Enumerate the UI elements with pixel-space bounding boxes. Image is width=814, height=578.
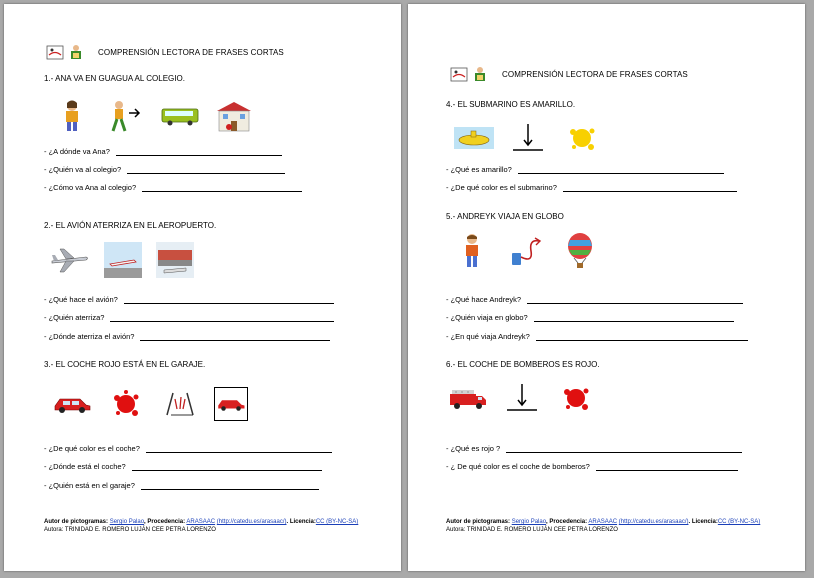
credits-footer <box>44 519 358 534</box>
answer-line[interactable] <box>596 462 738 471</box>
question-row <box>44 165 285 174</box>
bus-pictogram <box>160 98 200 134</box>
question-row <box>44 183 302 192</box>
question-row <box>446 165 724 174</box>
is-pictogram <box>502 380 542 416</box>
answer-line[interactable] <box>518 165 724 174</box>
travel-pictogram <box>506 233 546 269</box>
question-text: - ¿Qué es rojo ? <box>446 444 501 453</box>
section-title: 2.- EL AVIÓN ATERRIZA EN EL AEROPUERTO. <box>44 221 217 230</box>
catedu-link[interactable]: (http://catedu.es/arasaac/) <box>216 519 287 525</box>
pictogram-row <box>52 98 268 134</box>
question-text: - ¿Quién está en el garaje? <box>44 481 135 490</box>
answer-line[interactable] <box>124 295 334 304</box>
girl-pictogram <box>52 98 92 134</box>
question-row <box>446 313 734 322</box>
is-pictogram <box>508 120 548 156</box>
credits-line: Autor de pictogramas: Sergio Palao, Procedencia: ARASAAC (http://catedu.es/arasaac/). Licencia:CC (BY-NC-SA) <box>44 519 359 525</box>
answer-line[interactable] <box>110 313 334 322</box>
question-text: - ¿Qué hace el avión? <box>44 295 118 304</box>
section-title: 4.- EL SUBMARINO ES AMARILLO. <box>446 100 576 109</box>
license-link[interactable]: CC (BY-NC-SA) <box>315 519 359 525</box>
answer-line[interactable] <box>146 444 332 453</box>
pictogram-row <box>448 380 610 416</box>
red-splash-pictogram <box>106 386 146 422</box>
fire-truck-pictogram <box>448 380 488 416</box>
yellow-splash-pictogram <box>562 120 602 156</box>
question-text: - ¿Quién va al colegio? <box>44 165 122 174</box>
answer-line[interactable] <box>141 481 319 490</box>
arasaac-link[interactable]: ARASAAC <box>588 519 618 525</box>
answer-line[interactable] <box>536 332 748 341</box>
airplane-pictogram <box>50 242 90 278</box>
red-splash-pictogram <box>556 380 596 416</box>
boy-pictogram <box>452 233 492 269</box>
school-pictogram <box>214 98 254 134</box>
section-title: 6.- EL COCHE DE BOMBEROS ES ROJO. <box>446 360 600 369</box>
question-row <box>446 295 743 304</box>
question-row <box>44 147 282 156</box>
reading-logo-icon <box>46 44 64 60</box>
answer-line[interactable] <box>127 165 285 174</box>
section-title: 3.- EL COCHE ROJO ESTÁ EN EL GARAJE. <box>44 360 206 369</box>
authors-line: Autora: TRINIDAD E. ROMERO LUJÁN CEE PETRA LORENZO <box>44 526 216 533</box>
pictogram-row <box>452 233 614 269</box>
section-title: 5.- ANDREYK VIAJA EN GLOBO <box>446 212 564 221</box>
page-title: COMPRENSIÓN LECTORA DE FRASES CORTAS <box>502 69 688 79</box>
question-text: - ¿De qué color es el submarino? <box>446 183 557 192</box>
answer-line[interactable] <box>563 183 737 192</box>
answer-line[interactable] <box>506 444 742 453</box>
answer-line[interactable] <box>132 462 322 471</box>
question-text: - ¿Cómo va Ana al colegio? <box>44 183 137 192</box>
author-link[interactable]: Sergio Palao <box>109 519 145 525</box>
pictogram-row <box>454 120 616 156</box>
pictogram-row <box>52 386 262 422</box>
question-row <box>44 332 330 341</box>
question-row <box>44 481 319 490</box>
landing-pictogram <box>104 242 142 278</box>
garage-pictogram <box>214 387 248 421</box>
credits-footer <box>446 519 760 534</box>
question-row <box>44 462 322 471</box>
book-icon <box>67 44 85 60</box>
question-row <box>446 183 737 192</box>
question-row <box>44 295 334 304</box>
question-text: - ¿Qué es amarillo? <box>446 165 512 174</box>
worksheet-page-1 <box>4 4 401 571</box>
question-text: - ¿Dónde aterriza el avión? <box>44 332 135 341</box>
question-text: - ¿Quién aterriza? <box>44 313 105 322</box>
page-header <box>46 44 284 60</box>
reading-logo-icon <box>450 66 468 82</box>
question-text: - ¿Dónde está el coche? <box>44 462 126 471</box>
airport-pictogram <box>156 242 194 278</box>
arasaac-link[interactable]: ARASAAC <box>186 519 216 525</box>
question-row <box>446 332 748 341</box>
license-link[interactable]: CC (BY-NC-SA) <box>717 519 761 525</box>
answer-line[interactable] <box>527 295 743 304</box>
question-text: - ¿De qué color es el coche? <box>44 444 140 453</box>
answer-line[interactable] <box>116 147 282 156</box>
balloon-pictogram <box>560 233 600 269</box>
catedu-link[interactable]: (http://catedu.es/arasaac/) <box>618 519 689 525</box>
walking-to-pictogram <box>106 98 146 134</box>
pictogram-row <box>50 242 208 278</box>
question-row <box>446 444 742 453</box>
author-link[interactable]: Sergio Palao <box>511 519 547 525</box>
worksheet-page-2 <box>408 4 805 571</box>
question-row <box>44 444 332 453</box>
question-text: - ¿ De qué color es el coche de bomberos? <box>446 462 590 471</box>
question-row <box>44 313 334 322</box>
question-row <box>446 462 738 471</box>
page-title: COMPRENSIÓN LECTORA DE FRASES CORTAS <box>98 47 284 57</box>
answer-line[interactable] <box>534 313 734 322</box>
authors-line: Autora: TRINIDAD E. ROMERO LUJÁN CEE PETRA LORENZO <box>446 526 618 533</box>
answer-line[interactable] <box>142 183 302 192</box>
question-text: - ¿A dónde va Ana? <box>44 147 110 156</box>
submarine-pictogram <box>454 120 494 156</box>
page-header <box>450 66 688 82</box>
book-icon <box>471 66 489 82</box>
credits-line: Autor de pictogramas: Sergio Palao, Procedencia: ARASAAC (http://catedu.es/arasaac/). Licencia:CC (BY-NC-SA) <box>446 519 761 525</box>
question-text: - ¿En qué viaja Andreyk? <box>446 332 530 341</box>
in-pictogram <box>160 386 200 422</box>
answer-line[interactable] <box>140 332 330 341</box>
section-title: 1.- ANA VA EN GUAGUA AL COLEGIO. <box>44 74 185 83</box>
question-text: - ¿Quién viaja en globo? <box>446 313 528 322</box>
question-text: - ¿Qué hace Andreyk? <box>446 295 522 304</box>
red-car-pictogram <box>52 386 92 422</box>
